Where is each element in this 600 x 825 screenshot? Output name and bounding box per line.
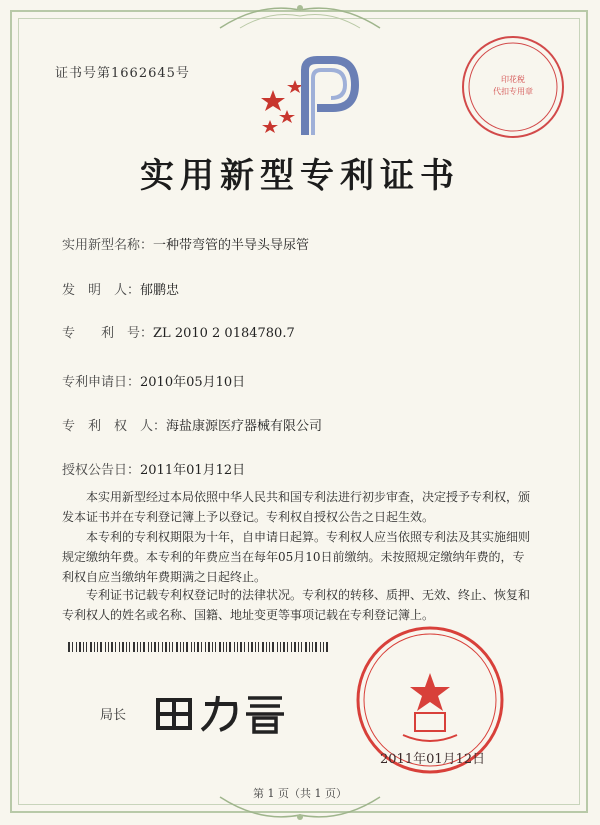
- barcode-bar: [320, 642, 321, 652]
- barcode-bar: [140, 642, 141, 652]
- barcode-bar: [148, 642, 149, 652]
- svg-text:代扣专用章: 代扣专用章: [493, 87, 533, 96]
- director-signature: [150, 690, 290, 735]
- page-number: 第 1 页（共 1 页）: [253, 787, 347, 800]
- director-label: 局长: [100, 708, 127, 723]
- label-utility-name: 实用新型名称：: [62, 238, 154, 253]
- label-patent-number: 专 利 号：: [62, 326, 154, 341]
- field-patent-number: [62, 322, 295, 341]
- barcode-bar: [72, 642, 73, 652]
- field-grant-date: [62, 459, 245, 478]
- barcode-bar: [97, 642, 98, 652]
- barcode-bar: [315, 642, 317, 652]
- paragraph-line: 专利证书记载专利权登记时的法律状况。专利权的转移、质押、无效、终止、恢复和: [62, 588, 531, 602]
- barcode-bar: [219, 642, 221, 652]
- barcode-bar: [212, 642, 213, 652]
- barcode-bar: [201, 642, 202, 652]
- barcode-bar: [277, 642, 278, 652]
- barcode-bar: [251, 642, 253, 652]
- label-grant-date: 授权公告日：: [62, 463, 141, 478]
- field-utility-name: [62, 234, 309, 253]
- paragraph-term: [62, 527, 542, 587]
- value-inventor: 郁鹏忠: [140, 283, 180, 298]
- certificate-number: 证书号第1662645号: [55, 66, 190, 81]
- barcode-bar: [176, 642, 178, 652]
- barcode-bar: [305, 642, 307, 652]
- barcode-bar: [83, 642, 84, 652]
- field-inventor: [62, 279, 179, 298]
- barcode-bar: [280, 642, 281, 652]
- barcode-bar: [294, 642, 296, 652]
- seal-date: 2011年01月12日: [380, 752, 486, 767]
- barcode-bar: [186, 642, 188, 652]
- barcode-bar: [169, 642, 170, 652]
- barcode-bar: [172, 642, 173, 652]
- field-filing-date: [62, 371, 245, 390]
- paragraph-line: 利权自应当缴纳年费期满之日起终止。: [62, 570, 267, 584]
- field-patentee: [62, 415, 322, 434]
- barcode-bar: [323, 642, 324, 652]
- barcode-bar: [90, 642, 92, 652]
- value-utility-name: 一种带弯管的半导头导尿管: [153, 238, 310, 253]
- barcode-bar: [262, 642, 264, 652]
- barcode-bar: [244, 642, 245, 652]
- barcode-bar: [126, 642, 127, 652]
- barcode-bar: [255, 642, 256, 652]
- barcode-bar: [94, 642, 95, 652]
- value-patent-number: ZL 2010 2 0184780.7: [153, 326, 295, 341]
- barcode-bar: [272, 642, 274, 652]
- barcode-bar: [137, 642, 138, 652]
- barcode-bar: [133, 642, 135, 652]
- label-inventor: 发 明 人：: [62, 283, 141, 298]
- barcode-bar: [326, 642, 328, 652]
- barcode-bar: [119, 642, 120, 652]
- barcode-icon: [68, 642, 330, 652]
- barcode-bar: [287, 642, 288, 652]
- paragraph-line: 本实用新型经过本局依照中华人民共和国专利法进行初步审查，决定授予专利权，颁: [62, 490, 531, 504]
- barcode-bar: [237, 642, 238, 652]
- barcode-bar: [208, 642, 210, 652]
- barcode-bar: [298, 642, 299, 652]
- certificate-title: 实用新型专利证书: [140, 156, 460, 196]
- barcode-bar: [205, 642, 206, 652]
- barcode-bar: [183, 642, 184, 652]
- barcode-bar: [115, 642, 116, 652]
- barcode-bar: [215, 642, 216, 652]
- paragraph-line: 发本证书并在专利登记簿上予以登记。专利权自授权公告之日起生效。: [62, 510, 435, 524]
- value-grant-date: 2011年01月12日: [140, 463, 246, 478]
- barcode-bar: [76, 642, 77, 652]
- barcode-bar: [283, 642, 285, 652]
- barcode-bar: [226, 642, 227, 652]
- barcode-bar: [122, 642, 124, 652]
- barcode-bar: [162, 642, 163, 652]
- barcode-bar: [158, 642, 159, 652]
- barcode-bar: [258, 642, 259, 652]
- barcode-bar: [191, 642, 192, 652]
- barcode-bar: [266, 642, 267, 652]
- barcode-bar: [79, 642, 81, 652]
- barcode-bar: [165, 642, 167, 652]
- barcode-bar: [291, 642, 292, 652]
- value-filing-date: 2010年05月10日: [140, 375, 246, 390]
- paragraph-line: 专利权人的姓名或名称、国籍、地址变更等事项记载在专利登记簿上。: [62, 608, 435, 622]
- barcode-bar: [194, 642, 195, 652]
- barcode-bar: [234, 642, 235, 652]
- barcode-bar: [68, 642, 70, 652]
- barcode-bar: [105, 642, 106, 652]
- label-patentee: 专 利 权 人：: [62, 419, 167, 434]
- barcode-bar: [223, 642, 224, 652]
- barcode-bar: [301, 642, 302, 652]
- barcode-bar: [229, 642, 231, 652]
- barcode-bar: [269, 642, 270, 652]
- tax-stamp: [458, 32, 568, 142]
- barcode-bar: [180, 642, 181, 652]
- top-ornament-icon: [210, 0, 390, 30]
- sipo-logo-icon: [255, 50, 365, 140]
- paragraph-grant: [62, 487, 542, 527]
- barcode-bar: [197, 642, 199, 652]
- barcode-bar: [100, 642, 102, 652]
- barcode-bar: [111, 642, 113, 652]
- barcode-bar: [309, 642, 310, 652]
- barcode-bar: [248, 642, 249, 652]
- barcode-bar: [143, 642, 145, 652]
- barcode-bar: [86, 642, 87, 652]
- barcode-bar: [312, 642, 313, 652]
- value-patentee: 海盐康源医疗器械有限公司: [166, 419, 323, 434]
- paragraph-line: 规定缴纳年费。本专利的年费应当在每年05月10日前缴纳。未按照规定缴纳年费的，专: [62, 550, 525, 564]
- barcode-bar: [151, 642, 152, 652]
- barcode-bar: [154, 642, 156, 652]
- paragraph-line: 本专利的专利权期限为十年，自申请日起算。专利权人应当依照专利法及其实施细则: [62, 530, 531, 544]
- paragraph-legal-status: [62, 585, 542, 625]
- barcode-bar: [108, 642, 109, 652]
- label-filing-date: 专利申请日：: [62, 375, 141, 390]
- svg-text:印花税: 印花税: [501, 75, 525, 84]
- barcode-bar: [240, 642, 242, 652]
- barcode-bar: [129, 642, 130, 652]
